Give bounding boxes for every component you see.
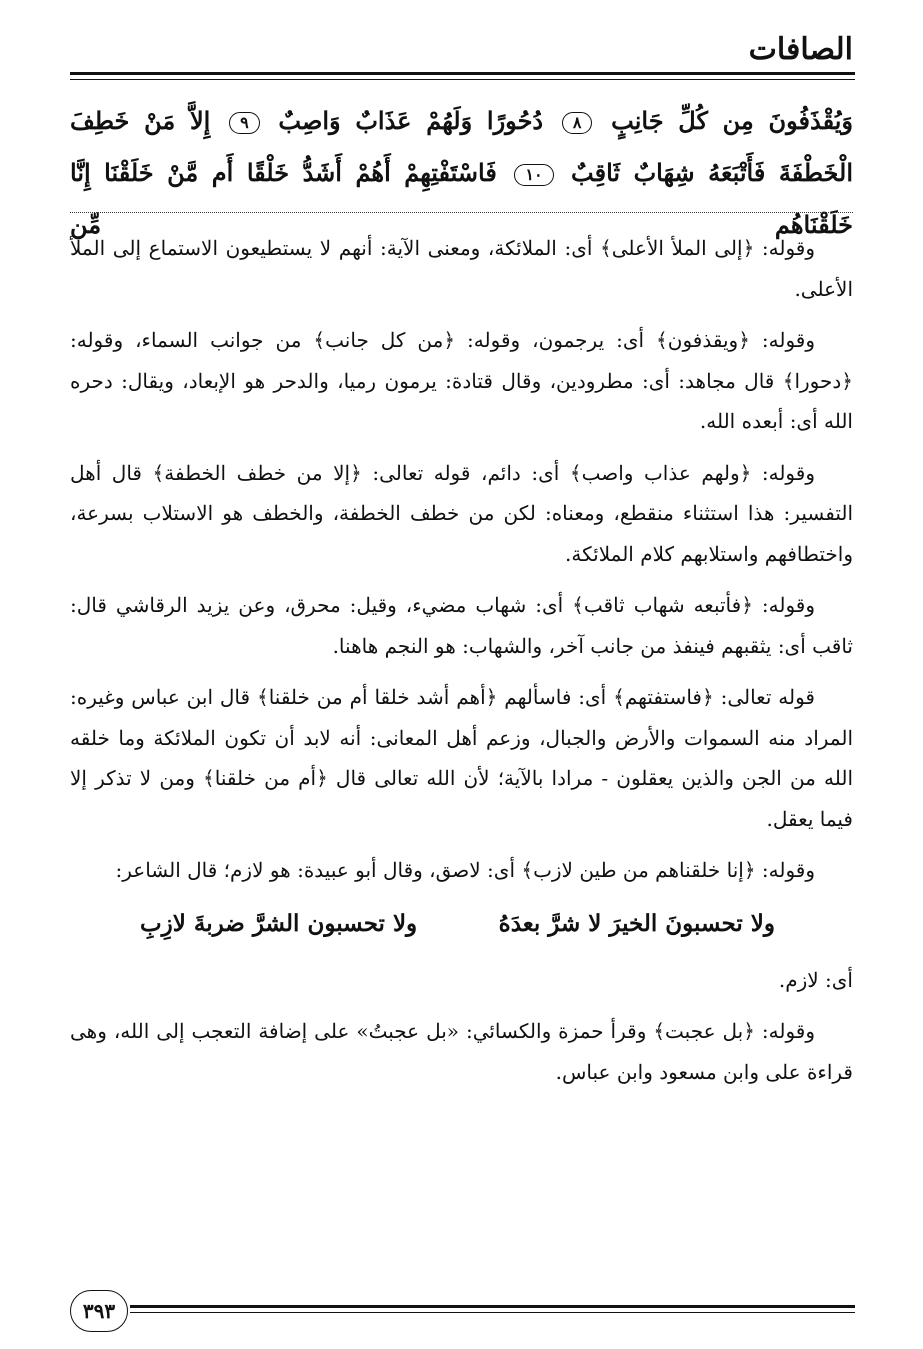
header-rule-thick	[70, 72, 855, 75]
commentary-paragraph: وقوله: ﴿إلى الملأ الأعلى﴾ أى: الملائكة، ومعنى الآية: أنهم لا يستطيعون الاستماع إلى الملأ الأعلى.	[70, 236, 853, 301]
ayah-number-10: ١٠	[514, 164, 553, 186]
ayah-text-10-start: إِلاَّ مَنْ خَطِفَ	[70, 106, 211, 135]
commentary-paragraph: قوله تعالى: ﴿فاستفتهم﴾ أى: فاسألهم ﴿أهم أشد خلقا أم من خلقنا﴾ قال ابن عباس وغيره: المراد منه السموات والأرض والجبال، وزعم أهل المعانى: أنه لابد أن تكون الملائكة وما خلقه الله من الجن والذين يعقلون - مرادا بالآية؛ لأن الله تعالى قال ﴿أم من خلقنا﴾ ومن لا تذكر إلا فيما يعقل.	[70, 685, 853, 831]
poetry-verse	[140, 902, 775, 946]
verses-separator	[70, 212, 853, 213]
commentary-paragraph: وقوله: ﴿ولهم عذاب واصب﴾ أى: دائم، قوله تعالى: ﴿إلا من خطف الخطفة﴾ قال أهل التفسير: هذا استثناء منقطع، ومعناه: لكن من خطف الخطفة، والخطف هو الاستلاب بسرعة، واختطافهم واستلابهم كلام الملائكة.	[70, 460, 853, 566]
verse-second-hemistich: ولا تحسبون الشرَّ ضربةَ لازِبِ	[140, 909, 418, 937]
commentary-body	[70, 228, 853, 1103]
commentary-paragraph: وقوله: ﴿إنا خلقناهم من طين لازب﴾ أى: لاصق، وقال أبو عبيدة: هو لازم؛ قال الشاعر:	[115, 858, 815, 882]
ayah-text-8: وَيُقْذَفُونَ مِن كُلِّ جَانِبٍ	[611, 106, 853, 135]
ayah-text-9: دُحُورًا وَلَهُمْ عَذَابٌ وَاصِبٌ	[278, 106, 544, 135]
header-rule-thin	[70, 79, 855, 80]
commentary-paragraph: وقوله: ﴿فأتبعه شهاب ثاقب﴾ أى: شهاب مضيء، وقيل: محرق، وعن يزيد الرقاشي قال: ثاقب أى: يثقبهم فينفذ من جانب آخر، والشهاب: هو النجم هاهنا.	[70, 593, 853, 658]
commentary-paragraph: وقوله: ﴿بل عجبت﴾ وقرأ حمزة والكسائي: «بل عجبتُ» على إضافة التعجب إلى الله، وهى قراءة على وابن مسعود وابن عباس.	[70, 1019, 853, 1084]
ayah-text-11: فَاسْتَفْتِهِمْ أَهُمْ أَشَدُّ خَلْقًا أَم مَّنْ خَلَقْنَا إِنَّا خَلَقْنَاهُم مِّن	[70, 158, 853, 239]
ayah-number-8: ٨	[562, 112, 593, 134]
verse-gloss: أى: لازم.	[778, 967, 853, 992]
ayah-number-9: ٩	[229, 112, 260, 134]
ayah-text-10-end: الْخَطْفَةَ فَأَتْبَعَهُ شِهَابٌ ثَاقِبٌ	[571, 158, 854, 187]
page-number: ٣٩٣	[70, 1290, 128, 1332]
footer-rule-thin	[130, 1312, 855, 1313]
footer-rule-thick	[130, 1305, 855, 1308]
commentary-paragraph: وقوله: ﴿ويقذفون﴾ أى: يرجمون، وقوله: ﴿من كل جانب﴾ من جوانب السماء، وقوله: ﴿دحورا﴾ قال مجاهد: أى: مطرودين، وقال قتادة: يرمون رميا، والدحر هو الإبعاد، ويقال: دحره الله أى: أبعده الله.	[70, 328, 853, 433]
verse-first-hemistich: ولا تحسبونَ الخيرَ لا شرَّ بعدَهُ	[498, 909, 775, 937]
sura-title: الصافات	[748, 32, 853, 67]
